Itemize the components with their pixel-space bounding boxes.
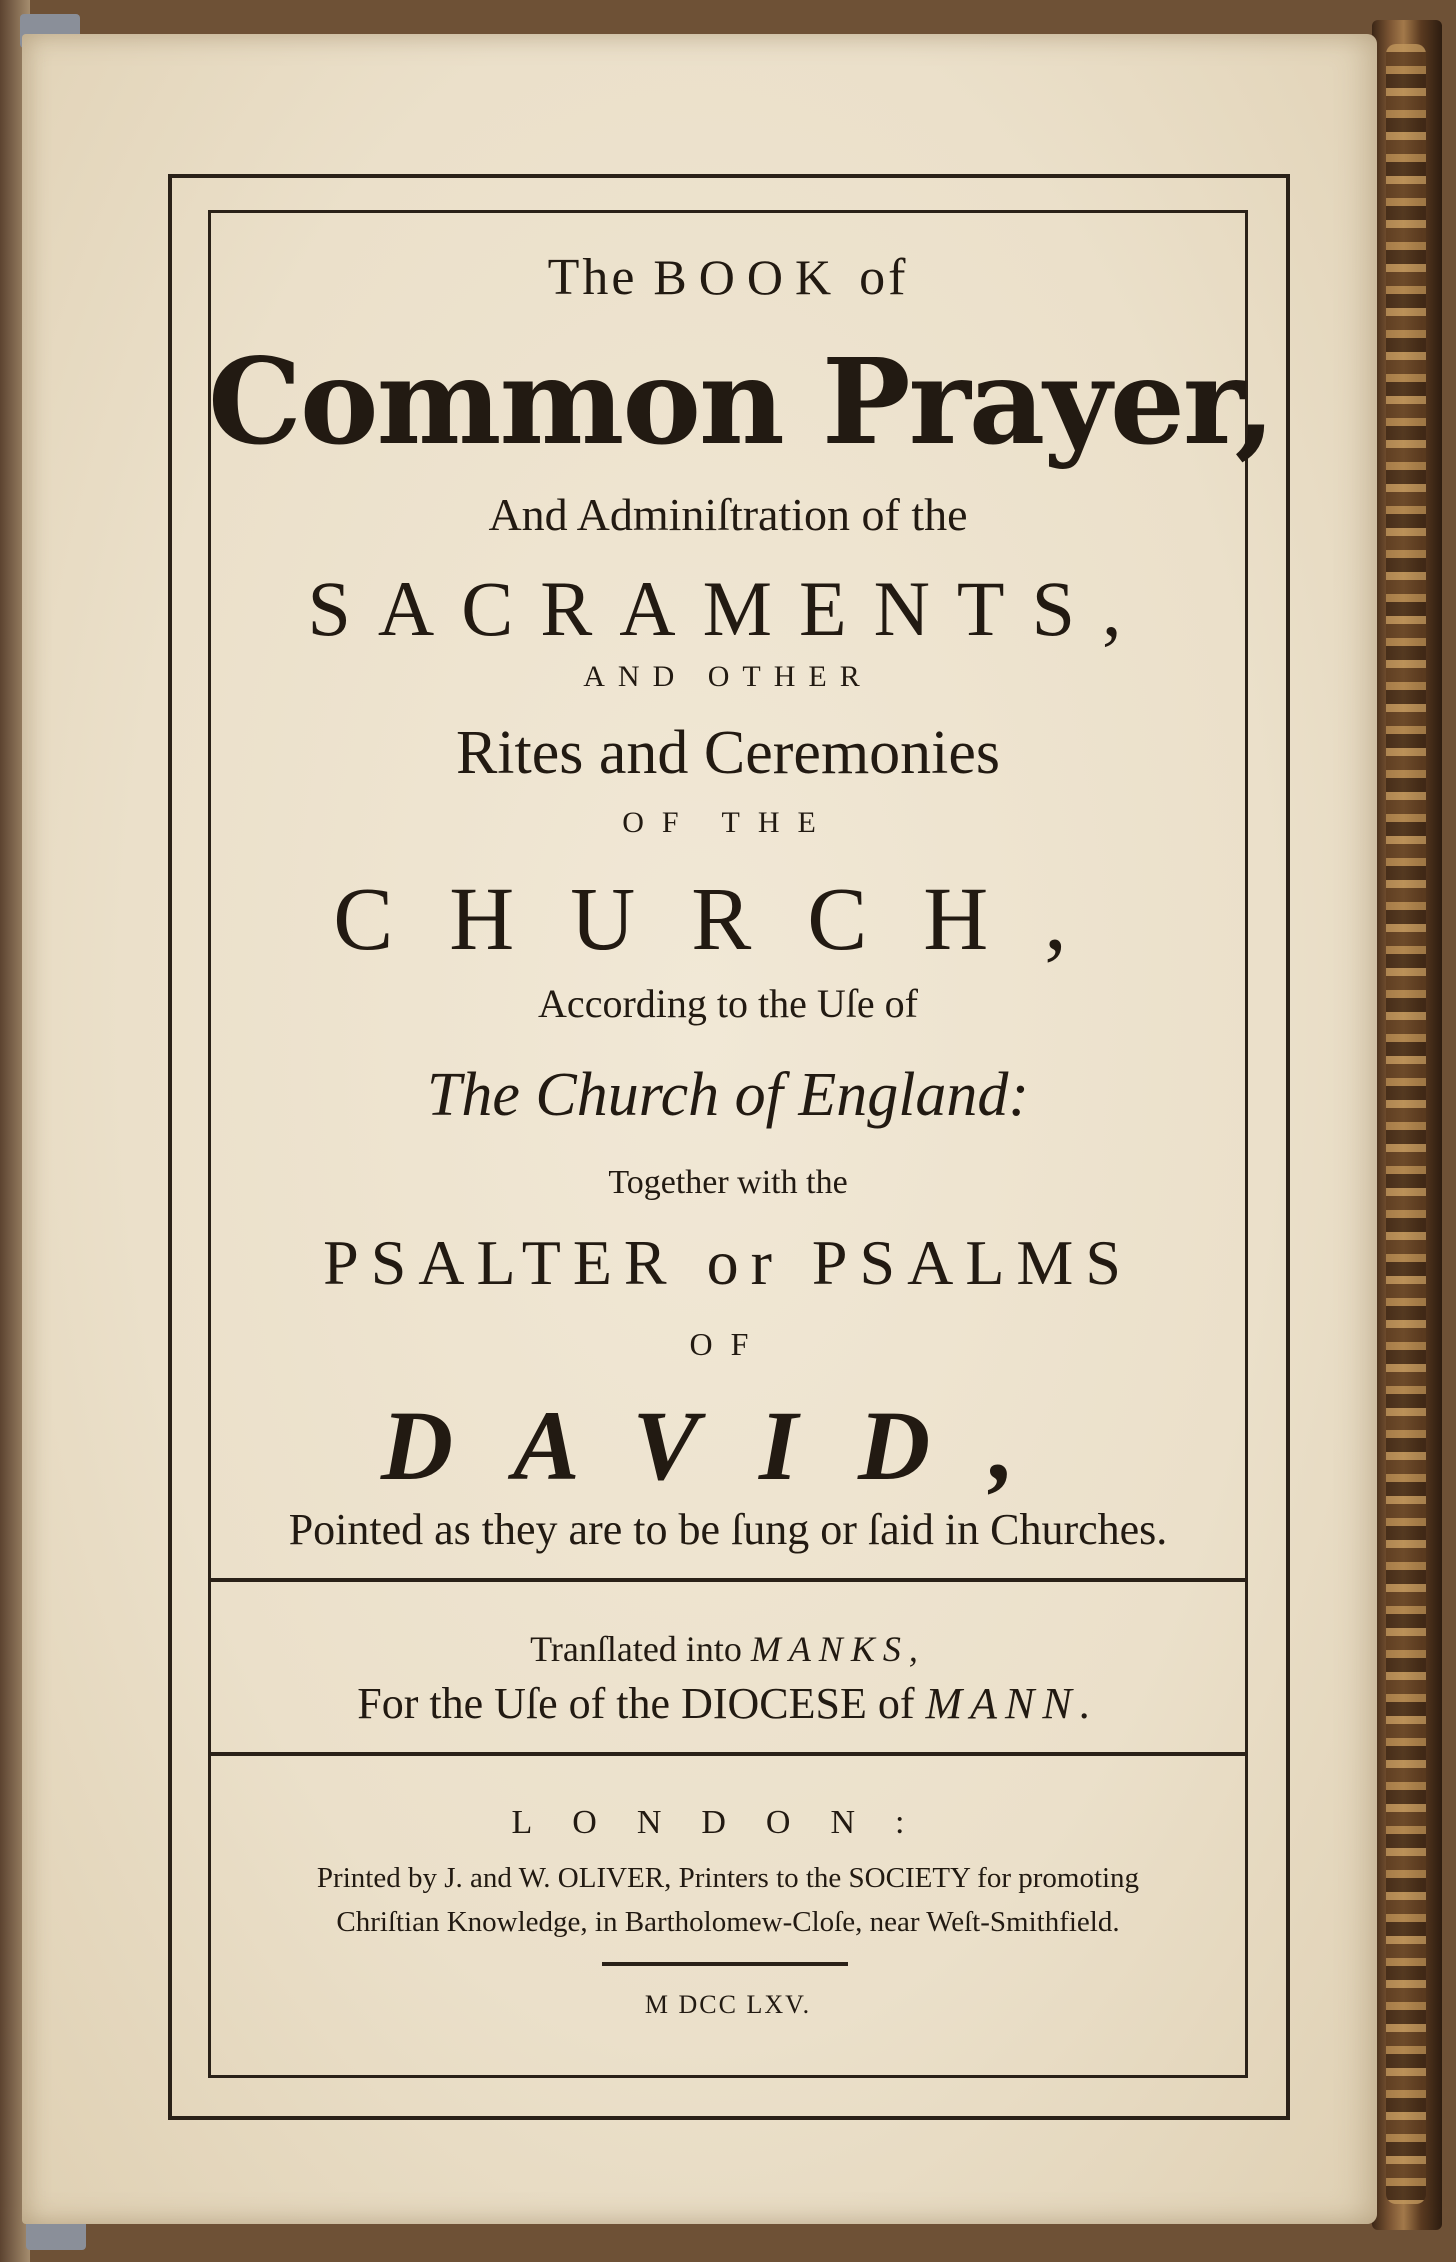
subtitle-church-of-england: The Church of England: <box>426 1061 1030 1129</box>
divider-rule-1 <box>208 1578 1248 1582</box>
divider-rule-2 <box>208 1752 1248 1756</box>
imprint-date: M DCC LXV. <box>644 1990 812 2019</box>
subtitle-david: DAVID, <box>380 1390 1076 1501</box>
subtitle-of-the: OF THE <box>622 806 834 839</box>
imprint-printer-line-2: Chriſtian Knowledge, in Bartholomew-Cloſe, near Weſt-Smithfield. <box>336 1906 1120 1938</box>
imprint-place: LONDON: <box>511 1804 945 1841</box>
diocese-line: For the Uſe of the DIOCESE of MANN. <box>357 1679 1099 1728</box>
book-spine <box>1372 20 1442 2230</box>
subtitle-and-other: AND OTHER <box>583 660 873 693</box>
title-page <box>22 34 1377 2224</box>
subtitle-sacraments: SACRAMENTS, <box>307 565 1149 652</box>
imprint-printer-line-1: Printed by J. and W. OLIVER, Printers to the SOCIETY for promoting <box>316 1862 1140 1894</box>
subtitle-of: OF <box>689 1326 767 1362</box>
short-divider-rule <box>602 1962 848 1966</box>
subtitle-rites: Rites and Ceremonies <box>455 719 1001 787</box>
subtitle-pointed: Pointed as they are to be ſung or ſaid in Churches. <box>288 1505 1168 1554</box>
spine-gilt-ornament <box>1386 44 1426 2204</box>
translation-line: Tranſlated into MANKS, <box>530 1629 926 1669</box>
subtitle-together: Together with the <box>608 1164 848 1201</box>
subtitle-psalter: PSALTER or PSALMS <box>323 1227 1133 1298</box>
subtitle-church: CHURCH, <box>333 870 1123 969</box>
subtitle-according: According to the Uſe of <box>538 981 918 1026</box>
title-common-prayer: Common Prayer, <box>208 332 1274 471</box>
title-line-book: The BOOK of <box>547 249 909 306</box>
subtitle-administration: And Adminiſtration of the <box>488 489 968 540</box>
